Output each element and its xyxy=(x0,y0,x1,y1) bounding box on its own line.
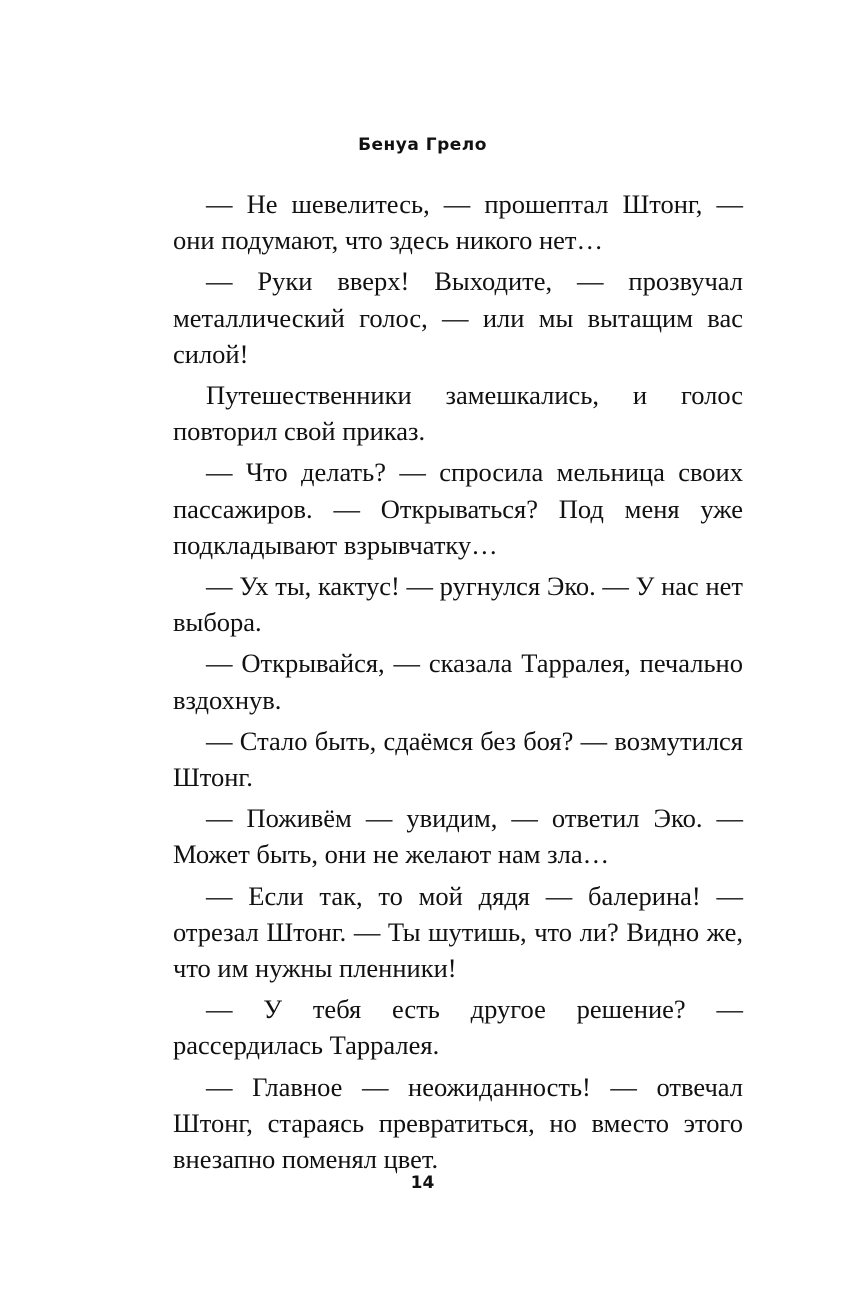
paragraph: — У тебя есть другое решение? — рассердилась Тарралея. xyxy=(173,994,743,1061)
paragraph: — Главное — неожиданность! — отвечал Штонг, стараясь превратиться, но вместо этого внезапно поменял цвет. xyxy=(173,1071,743,1175)
paragraph: — Поживём — увидим, — ответил Эко. — Может быть, они не желают нам зла… xyxy=(173,803,743,870)
body-text xyxy=(173,186,743,1177)
paragraph: Путешественники замешкались, и голос повторил свой приказ. xyxy=(173,380,743,447)
paragraph: — Не шевелитесь, — прошептал Штонг, — они подумают, что здесь никого нет… xyxy=(173,189,743,256)
paragraph: — Руки вверх! Выходите, — прозвучал металлический голос, — или мы вытащим вас силой! xyxy=(173,266,743,369)
paragraph: — Стало быть, сдаёмся без боя? — возмутился Штонг. xyxy=(173,725,743,793)
paragraph: — Если так, то мой дядя — балерина! — отрезал Штонг. — Ты шутишь, что ли? Видно же, что им нужны пленники! xyxy=(173,880,743,984)
paragraph: — Открывайся, — сказала Тарралея, печально вздохнув. xyxy=(173,648,743,715)
page-number: 14 xyxy=(410,1173,435,1193)
paragraph: — Что делать? — спросила мельница своих пассажиров. — Открываться? Под меня уже подкладывают взрывчатку… xyxy=(173,457,743,560)
running-header-author: Бенуа Грело xyxy=(358,135,487,155)
paragraph: — Ух ты, кактус! — ругнулся Эко. — У нас нет выбора. xyxy=(173,571,743,638)
